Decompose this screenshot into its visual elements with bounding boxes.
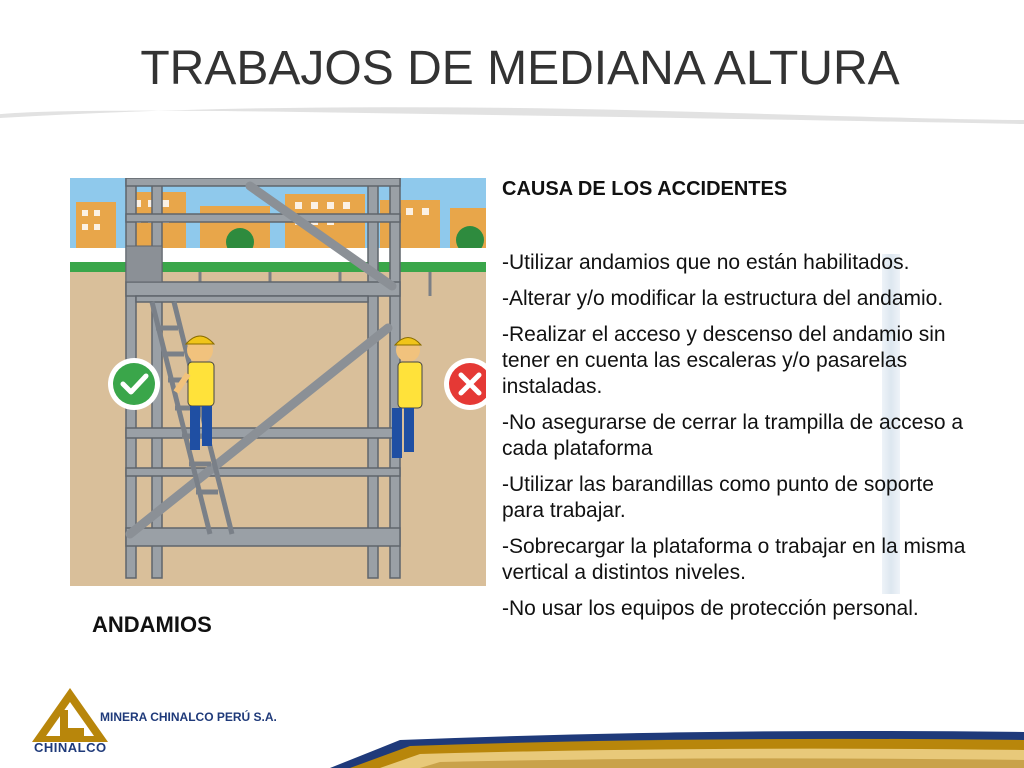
list-item: -Realizar el acceso y descenso del andamio sin tener en cuenta las escaleras y/o pasarelas instaladas. xyxy=(502,323,946,398)
list-item: -No usar los equipos de protección personal. xyxy=(502,597,919,620)
list-item: -Sobrecargar la plataforma o trabajar en la misma vertical a distintos niveles. xyxy=(502,535,966,584)
scaffold-illustration xyxy=(70,178,486,586)
company-name: MINERA CHINALCO PERÚ S.A. xyxy=(100,710,277,724)
illustration-caption: ANDAMIOS xyxy=(92,612,212,637)
list-item: -Utilizar las barandillas como punto de soporte para trabajar. xyxy=(502,473,934,522)
causes-list xyxy=(502,250,972,632)
slide-title: TRABAJOS DE MEDIANA ALTURA xyxy=(140,42,900,95)
list-item: -No asegurarse de cerrar la trampilla de acceso a cada plataforma xyxy=(502,411,964,460)
logo-text: CHINALCO xyxy=(34,740,107,755)
check-icon xyxy=(108,358,160,410)
causes-heading: CAUSA DE LOS ACCIDENTES xyxy=(502,178,788,200)
list-item: -Alterar y/o modificar la estructura del andamio. xyxy=(502,287,944,310)
bottom-bands-decoration xyxy=(0,718,1024,768)
list-item: -Utilizar andamios que no están habilitados. xyxy=(502,251,910,274)
